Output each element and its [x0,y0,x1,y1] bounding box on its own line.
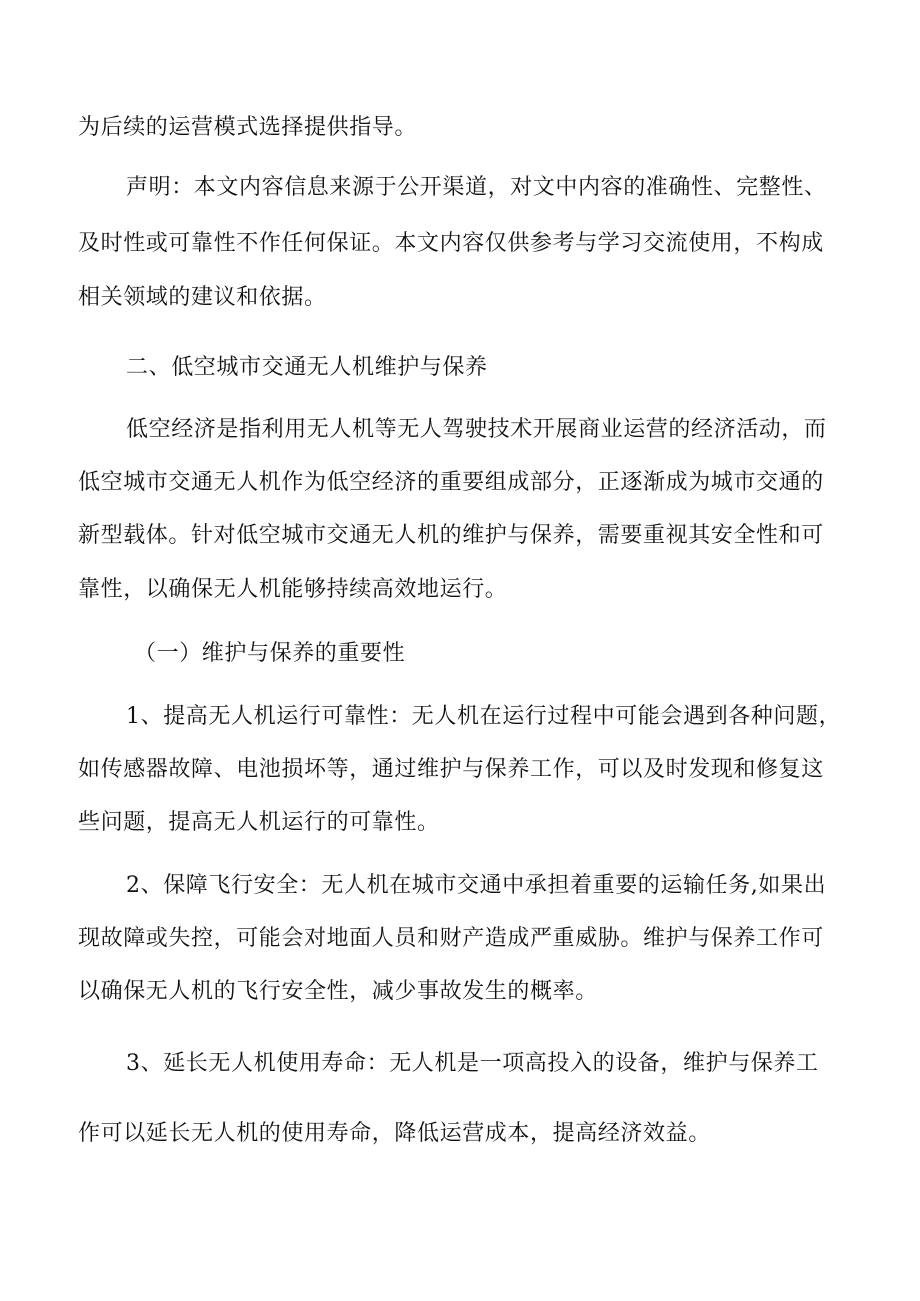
intro-line-1: 低空经济是指利用无人机等无人驾驶技术开展商业运营的经济活动，而 [126,417,827,442]
disclaimer-line-3: 相关领域的建议和依据。 [78,285,327,310]
item-1-line-2: 如传感器故障、电池损坏等，通过维护与保养工作，可以及时发现和修复这 [78,757,824,782]
intro-line-2: 低空城市交通无人机作为低空经济的重要组成部分，正逐渐成为城市交通的 [78,470,824,495]
item-1-line-1: 1、提高无人机运行可靠性：无人机在运行过程中可能会遇到各种问题， [126,704,842,729]
disclaimer-line-1: 声明：本文内容信息来源于公开渠道，对文中内容的准确性、完整性、 [126,175,827,200]
item-1-line-3: 些问题，提高无人机运行的可靠性。 [78,810,440,835]
disclaimer-line-2: 及时性或可靠性不作任何保证。本文内容仅供参考与学习交流使用，不构成 [78,231,824,256]
item-2-line-2: 现故障或失控，可能会对地面人员和财产造成严重威胁。维护与保养工作可 [78,926,824,951]
paragraph-continuation-line-1: 为后续的运营模式选择提供指导。 [78,115,418,140]
intro-line-3: 新型载体。针对低空城市交通无人机的维护与保养，需要重视其安全性和可 [78,523,824,548]
subsection-heading: （一）维护与保养的重要性 [134,641,406,666]
intro-line-4: 靠性，以确保无人机能够持续高效地运行。 [78,577,508,602]
item-3-line-2: 作可以延长无人机的使用寿命，降低运营成本，提高经济效益。 [78,1121,711,1146]
item-3-line-1: 3、延长无人机使用寿命：无人机是一项高投入的设备，维护与保养工 [126,1051,819,1076]
item-2-line-1: 2、保障飞行安全：无人机在城市交通中承担着重要的运输任务,如果出 [126,873,827,898]
section-heading: 二、低空城市交通无人机维护与保养 [126,355,488,380]
item-2-line-3: 以确保无人机的飞行安全性，减少事故发生的概率。 [78,979,598,1004]
